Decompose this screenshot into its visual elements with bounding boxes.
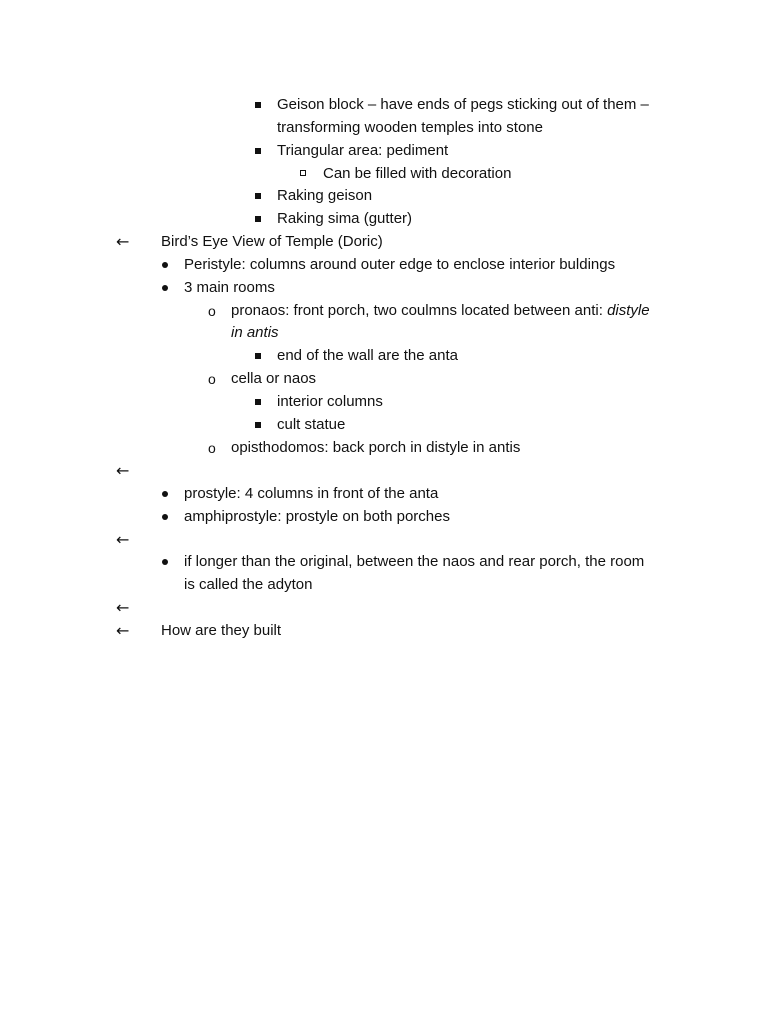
outline-item-pronaos: [231, 301, 650, 321]
round-bullet-icon: [162, 491, 168, 497]
outline-item-end-of-wall: end of the wall are the anta: [277, 347, 458, 364]
left-arrow-icon: ←: [116, 621, 130, 640]
o-bullet-icon: o: [208, 440, 216, 456]
outline-item-interior-columns: interior columns: [277, 393, 383, 410]
square-bullet-icon: [255, 422, 261, 428]
outline-item-cult-statue: cult statue: [277, 416, 346, 433]
square-bullet-icon: [255, 353, 261, 359]
round-bullet-icon: [162, 559, 168, 565]
square-bullet-icon: [255, 102, 261, 108]
square-bullet-icon: [255, 193, 261, 199]
outline-item-prostyle: prostyle: 4 columns in front of the anta: [184, 485, 439, 502]
outline-item-triangular-area: Triangular area: pediment: [277, 142, 449, 159]
left-arrow-icon: ←: [116, 232, 130, 251]
outline-heading-birds-eye-view: Bird’s Eye View of Temple (Doric): [161, 233, 383, 250]
o-bullet-icon: o: [208, 371, 216, 387]
square-bullet-icon: [255, 148, 261, 154]
outline-item-adyton: if longer than the original, between the naos and rear porch, the room: [184, 553, 645, 570]
outline-heading-how-built: How are they built: [161, 622, 282, 639]
outline-item-cella: cella or naos: [231, 370, 317, 387]
square-bullet-icon: [255, 216, 261, 222]
left-arrow-icon: ←: [116, 530, 130, 549]
outline-item-raking-sima: Raking sima (gutter): [277, 210, 413, 227]
outline-item-three-main-rooms: 3 main rooms: [184, 279, 275, 296]
outline-item-peristyle: Peristyle: columns around outer edge to enclose interior buldings: [184, 256, 616, 273]
outline-item-opisthodomos: opisthodomos: back porch in distyle in antis: [231, 439, 521, 456]
hollow-square-bullet-icon: [300, 170, 306, 176]
left-arrow-icon: ←: [116, 461, 130, 480]
left-arrow-icon: ←: [116, 598, 130, 617]
outline-item-pronaos-cont: in antis: [231, 324, 279, 341]
outline-item-raking-geison: Raking geison: [277, 187, 373, 204]
pronaos-italic-text: distyle: [607, 302, 650, 319]
outline-item-amphiprostyle: amphiprostyle: prostyle on both porches: [184, 508, 450, 525]
outline-item-adyton-cont: is called the adyton: [184, 576, 313, 593]
round-bullet-icon: [162, 514, 168, 520]
round-bullet-icon: [162, 262, 168, 268]
outline-item-geison-block-cont: transforming wooden temples into stone: [277, 119, 543, 136]
square-bullet-icon: [255, 399, 261, 405]
round-bullet-icon: [162, 285, 168, 291]
o-bullet-icon: o: [208, 303, 216, 319]
outline-item-geison-block: Geison block – have ends of pegs sticking out of them –: [277, 96, 649, 113]
pronaos-text: pronaos: front porch, two coulmns located between anti:: [231, 302, 608, 319]
outline-item-can-be-filled: Can be filled with decoration: [323, 165, 512, 182]
